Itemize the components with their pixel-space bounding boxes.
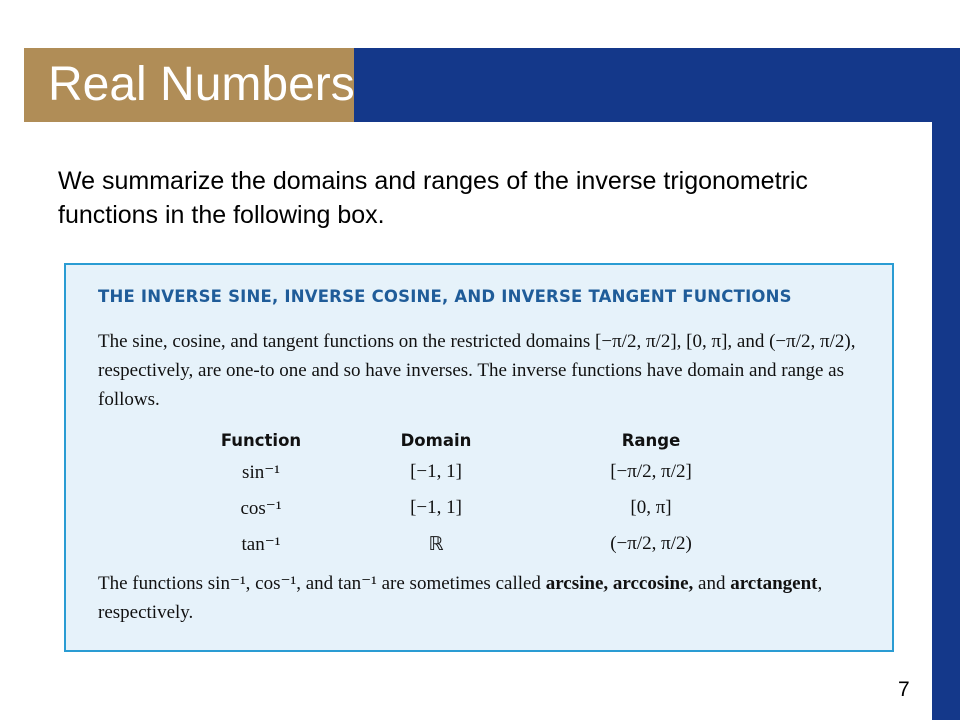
foot-text-4: and — [698, 573, 726, 594]
table-header-function: Function — [220, 431, 302, 450]
table-header-range: Range — [621, 431, 681, 450]
domain-sine: [−π/2, π/2], — [595, 331, 682, 352]
row-function: tan⁻¹ — [241, 534, 281, 555]
row-function: cos⁻¹ — [240, 498, 282, 519]
row-range: (−π/2, π/2) — [610, 533, 692, 554]
definition-box — [64, 263, 894, 652]
side-blue-bar — [932, 122, 960, 720]
row-domain: [−1, 1] — [410, 497, 462, 518]
para-text-1: The sine, cosine, and tangent functions on the restricted domains — [98, 331, 591, 352]
row-function: sin⁻¹ — [242, 462, 280, 483]
table-header-domain: Domain — [400, 431, 472, 450]
row-domain: [−1, 1] — [410, 461, 462, 482]
row-range: [0, π] — [630, 497, 672, 518]
foot-text-2: and — [305, 573, 334, 594]
box-heading: THE INVERSE SINE, INVERSE COSINE, AND INVERSE TANGENT FUNCTIONS — [98, 287, 792, 306]
box-footer — [98, 569, 868, 627]
foot-text-5: , respectively. — [98, 573, 823, 623]
foot-text-1: The functions — [98, 573, 204, 594]
domain-tangent: (−π/2, π/2), — [769, 331, 856, 352]
para-text-2: and — [736, 331, 765, 352]
intro-text: We summarize the domains and ranges of the inverse trigonometric functions in the following box. — [58, 167, 808, 229]
foot-fn-arctan: tan⁻¹ — [337, 573, 377, 594]
row-domain: ℝ — [428, 534, 444, 555]
header-blue-band — [354, 48, 960, 122]
row-range: [−π/2, π/2] — [610, 461, 692, 482]
page-number: 7 — [898, 678, 910, 701]
box-paragraph — [98, 327, 858, 414]
term-arcsine: arcsine, — [545, 573, 609, 594]
foot-fn-arccos: cos⁻¹, — [255, 573, 301, 594]
foot-fn-arcsin: sin⁻¹, — [207, 573, 251, 594]
domain-cosine: [0, π], — [686, 331, 733, 352]
term-arccosine: arccosine, — [612, 573, 694, 594]
slide-title: Real Numbers — [48, 58, 355, 111]
term-arctangent: arctangent — [730, 573, 818, 594]
para-text-3: respectively, are one-to one and so have inverses. The inverse functions have domain and range as follows. — [98, 360, 845, 410]
foot-text-3: are sometimes called — [381, 573, 541, 594]
